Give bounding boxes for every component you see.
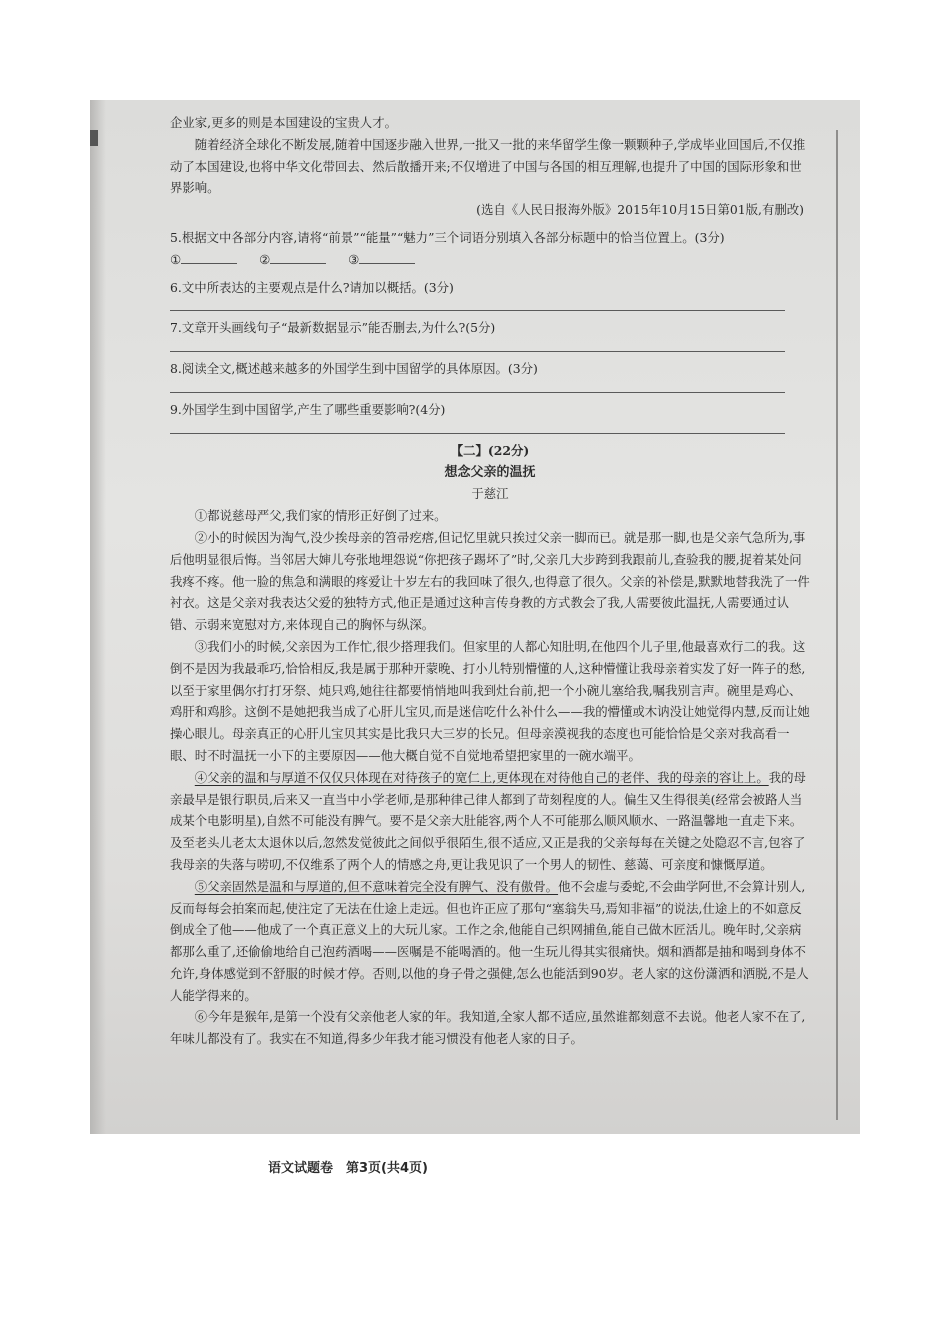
- page-footer: 语文试题卷 第3页(共4页): [268, 1161, 428, 1176]
- answer-line-8[interactable]: [170, 392, 785, 393]
- answer-line-9[interactable]: [170, 433, 785, 434]
- answer-line-6[interactable]: [170, 310, 785, 311]
- paragraph-5-text: 他不会虚与委蛇,不会曲学阿世,不会算计别人,反而每每会拍案而起,使注定了无法在仕途上走远。但也许正应了那句“塞翁失马,焉知非福”的说法,仕途上的不如意反倒成全了他——他成了一个真正意义上的大玩儿家。工作之余,他能自己织网捕鱼,能自己做木匠活儿。晚年时,父亲病都那么重了,还偷偷地给自己泡药酒喝——医嘱是不能喝酒的。他一生玩儿得其实很痛快。烟和酒都是抽和喝到身体不允许,身体感觉到不舒服的时候才停。否则,以他的身子骨之强健,怎么也能活到90岁。老人家的这份潇洒和洒脱,不是人人能学得来的。: [170, 878, 809, 1003]
- section-heading: 【二】(22分): [450, 442, 530, 458]
- answer-line-7[interactable]: [170, 351, 785, 352]
- exam-page-content: [170, 112, 810, 1050]
- binding-mark: [90, 130, 98, 146]
- blank-label-3: ③: [348, 251, 360, 267]
- passage1-last-paragraph: 随着经济全球化不断发展,随着中国逐步融入世界,一批又一批的来华留学生像一颗颗种子,学成毕业回国后,不仅推动了本国建设,也将中华文化带回去、然后散播开来;不仅增进了中国与各国的相互理解,也提升了中国的国际形象和世界影响。: [170, 136, 806, 196]
- paragraph-6: ⑥今年是猴年,是第一个没有父亲他老人家的年。我知道,全家人都不适应,虽然谁都刻意不去说。他老人家不在了,年味儿都没有了。我实在不知道,得多少年我才能习惯没有他老人家的日子。: [170, 1009, 806, 1047]
- blank-label-2: ②: [259, 251, 271, 267]
- page-fold-shadow: [90, 100, 106, 1134]
- question-9: 9.外国学生到中国留学,产生了哪些重要影响?(4分): [170, 401, 446, 417]
- paragraph-2: ②小的时候因为淘气,没少挨母亲的笤帚疙瘩,但记忆里就只挨过父亲一脚而已。就是那一脚,也是父亲气急所为,事后他明显很后悔。当邻居大婶儿夸张地埋怨说“你把孩子踢坏了”时,父亲几大步跨到我跟前儿,查验我的腰,捉着某处问我疼不疼。他一脸的焦急和满眼的疼爱让十岁左右的我回味了很久,也得意了很久。父亲的补偿是,默默地替我洗了一件衬衣。这是父亲对我表达父爱的独特方式,他正是通过这种言传身教的方式教会了我,人需要彼此温抚,人需要通过认错、示弱来宽慰对方,来体现自己的胸怀与纵深。: [170, 529, 810, 633]
- paragraph-5-underlined: ⑤父亲固然是温和与厚道的,但不意味着完全没有脾气、没有傲骨。: [194, 878, 559, 894]
- question-5-blanks: [170, 249, 810, 271]
- scanned-page-photo: [90, 100, 860, 1176]
- question-6: 6.文中所表达的主要观点是什么?请加以概括。(3分): [170, 279, 454, 295]
- passage1-source: (选自《人民日报海外版》2015年10月15日第01版,有删改): [476, 202, 804, 218]
- passage1-tail: 企业家,更多的则是本国建设的宝贵人才。: [170, 115, 397, 130]
- question-8: 8.阅读全文,概述越来越多的外国学生到中国留学的具体原因。(3分): [170, 361, 538, 377]
- paragraph-4: [170, 767, 810, 876]
- paragraph-4-underlined: ④父亲的温和与厚道不仅仅只体现在对待孩子的宽仁上,更体现在对待他自己的老伴、我的母亲的容让上。: [194, 769, 769, 785]
- paragraph-1: ①都说慈母严父,我们家的情形正好倒了过来。: [194, 508, 447, 524]
- page-edge-line: [836, 130, 838, 1120]
- answer-blank-3[interactable]: [359, 251, 415, 264]
- article-title: 想念父亲的温抚: [444, 464, 536, 480]
- paragraph-5: [170, 876, 810, 1007]
- answer-blank-2[interactable]: [270, 251, 326, 264]
- paragraph-4-text: 我的母亲最早是银行职员,后来又一直当中小学老师,是那种律己律人都到了苛刻程度的人。偏生又生得很美(经常会被路人当成某个电影明星),自然不可能没有脾气。要不是父亲大肚能容,两个人不可能那么顺风顺水、一路温馨地一直走下来。及至老头儿老太太退休以后,忽然发觉彼此之间似乎很陌生,很不适应,又正是我的父亲每每在关键之处隐忍不言,包容了我母亲的失落与唠叨,不仅维系了两个人的情感之舟,更让我见识了一个男人的韧性、慈蔼、可亲度和慷慨厚道。: [170, 769, 806, 872]
- answer-blank-1[interactable]: [181, 251, 237, 264]
- question-7: 7.文章开头画线句子“最新数据显示”能否删去,为什么?(5分): [170, 320, 496, 336]
- question-5: 5.根据文中各部分内容,请将“前景”“能量”“魅力”三个词语分别填入各部分标题中的恰当位置上。(3分): [170, 229, 725, 245]
- article-author: 于慈江: [471, 486, 509, 502]
- paragraph-3: ③我们小的时候,父亲因为工作忙,很少搭理我们。但家里的人都心知肚明,在他四个儿子里,他最喜欢行二的我。这倒不是因为我最乖巧,恰恰相反,我是属于那种开蒙晚、打小儿特别懵懂的人,这种懵懂让我母亲着实发了好一阵子的愁,以至于家里偶尔打打牙祭、炖只鸡,她往往都要悄悄地叫我到灶台前,把一个小碗儿塞给我,嘱我别言声。碗里是鸡心、鸡肝和鸡胗。这倒不是她把我当成了心肝儿宝贝,而是迷信吃什么补什么——我的懵懂或木讷没让她觉得内慧,反而让她操心眼儿。母亲真正的心肝儿宝贝其实是比我只大三岁的长兄。但母亲漠视我的态度也可能恰恰是父亲对我高看一眼、时不时温抚一小下的主要原因——他大概自觉不自觉地希望把家里的一碗水端平。: [170, 638, 810, 763]
- blank-label-1: ①: [170, 251, 182, 267]
